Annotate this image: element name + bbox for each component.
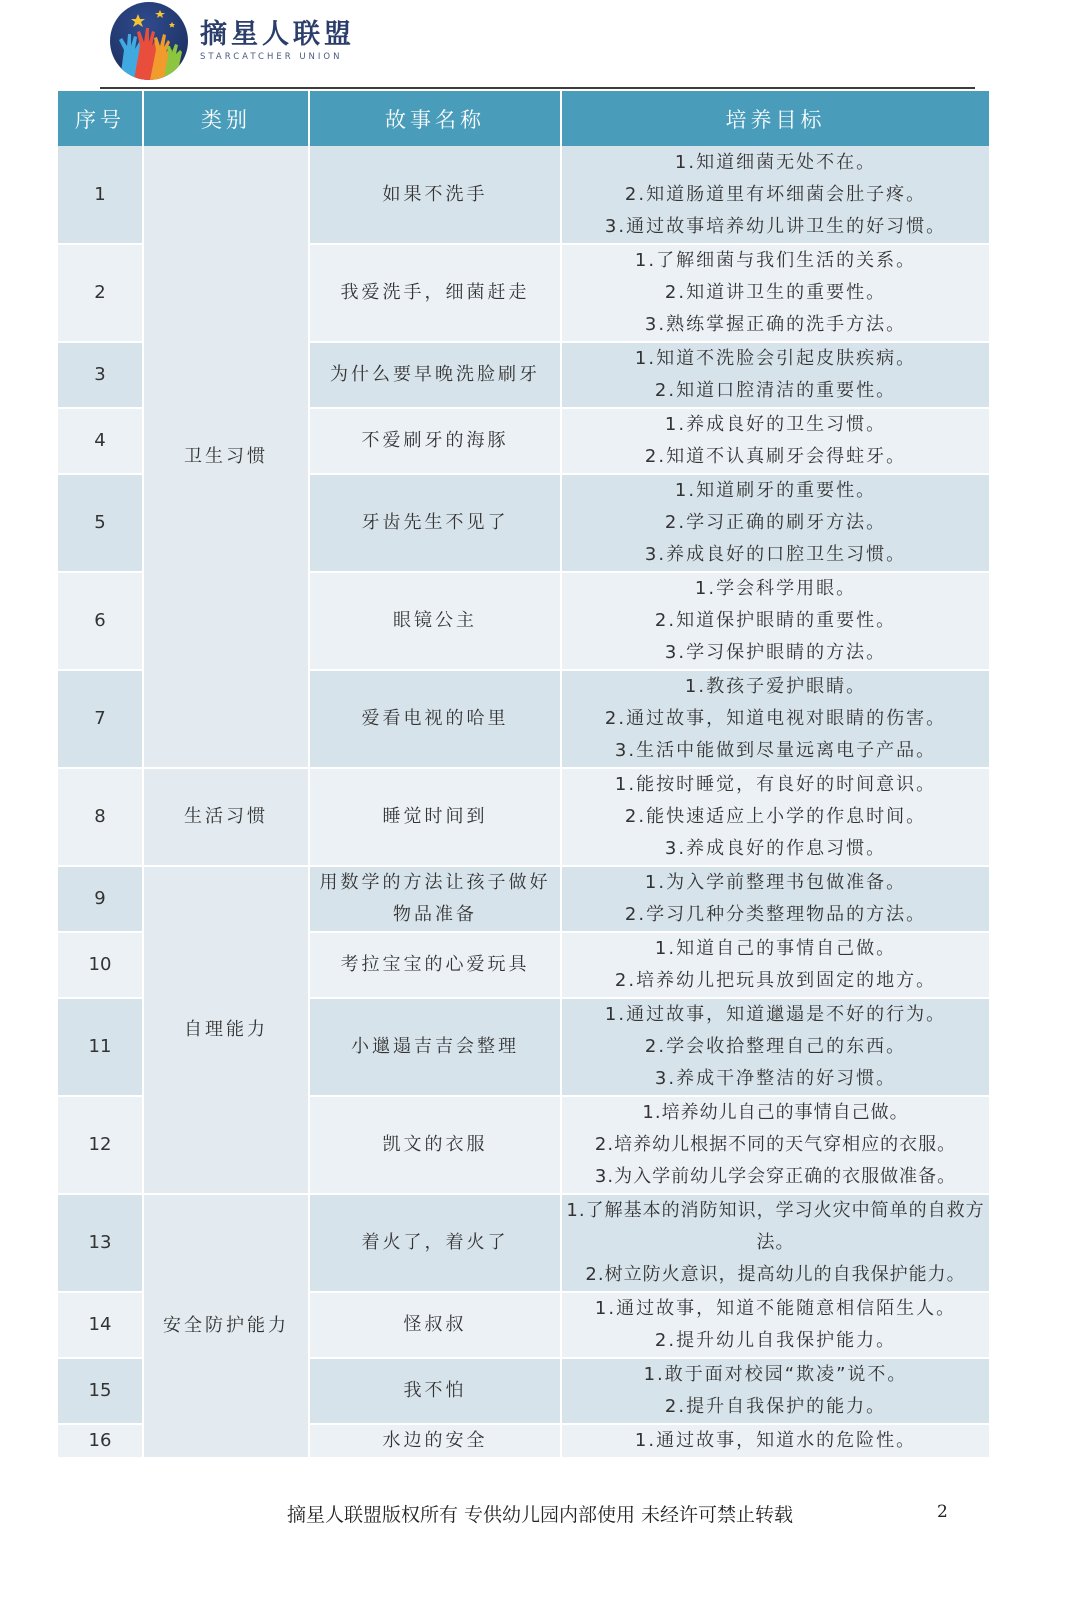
row-number: 13	[58, 1194, 143, 1292]
goal-line: 1.知道不洗脸会引起皮肤疾病。	[634, 348, 917, 369]
goals-cell	[561, 474, 989, 572]
row-number: 6	[58, 572, 143, 670]
goal-line: 3.通过故事培养幼儿讲卫生的好习惯。	[604, 215, 947, 237]
goals-cell	[561, 408, 989, 474]
goal-line: 3.养成良好的作息习惯。	[664, 838, 887, 859]
goal-line: 3.生活中能做到尽量远离电子产品。	[614, 740, 937, 761]
goal-line: 1.为入学前整理书包做准备。	[644, 872, 907, 893]
table-row	[58, 866, 989, 932]
goal-line: 1.通过故事，知道不能随意相信陌生人。	[594, 1298, 957, 1319]
row-number: 1	[58, 146, 143, 244]
table-row	[58, 1194, 989, 1292]
goals-cell	[561, 932, 989, 998]
row-number: 4	[58, 408, 143, 474]
goal-line: 2.树立防火意识，提高幼儿的自我保护能力。	[585, 1264, 966, 1285]
goal-line: 2.培养幼儿把玩具放到固定的地方。	[614, 970, 937, 991]
copyright-footer: 摘星人联盟版权所有 专供幼儿园内部使用 未经许可禁止转载	[286, 1504, 794, 1526]
goal-line: 2.知道口腔清洁的重要性。	[654, 380, 897, 401]
row-number: 15	[58, 1358, 143, 1424]
row-number: 7	[58, 670, 143, 768]
row-number: 10	[58, 932, 143, 998]
goal-line: 2.提升幼儿自我保护能力。	[654, 1330, 897, 1351]
brand-name-en: STARCATCHER UNION	[200, 52, 343, 62]
goal-line: 1.培养幼儿自己的事情自己做。	[642, 1102, 909, 1123]
story-name: 着火了，着火了	[309, 1194, 561, 1292]
story-name: 小邋遢吉吉会整理	[309, 998, 561, 1096]
goal-line: 3.为入学前幼儿学会穿正确的衣服做准备。	[594, 1166, 957, 1187]
row-number: 16	[58, 1424, 143, 1458]
goal-line: 2.知道不认真刷牙会得蛀牙。	[644, 446, 907, 467]
goal-line: 1.通过故事，知道水的危险性。	[634, 1430, 917, 1451]
goals-cell	[561, 342, 989, 408]
goal-line: 1.教孩子爱护眼睛。	[684, 676, 867, 697]
category-cell: 自理能力	[143, 866, 309, 1194]
goal-line: 2.知道肠道里有坏细菌会肚子疼。	[624, 183, 927, 205]
goal-line: 2.知道讲卫生的重要性。	[664, 282, 887, 303]
story-name: 睡觉时间到	[309, 768, 561, 866]
header-goals: 培养目标	[561, 91, 989, 146]
row-number: 8	[58, 768, 143, 866]
row-number: 14	[58, 1292, 143, 1358]
goals-cell	[561, 146, 989, 244]
story-name: 水边的安全	[309, 1424, 561, 1458]
page-number: 2	[937, 1502, 948, 1522]
row-number: 9	[58, 866, 143, 932]
story-table	[58, 91, 989, 1459]
category-cell: 生活习惯	[143, 768, 309, 866]
goal-line: 1.能按时睡觉，有良好的时间意识。	[614, 774, 937, 795]
header-number: 序号	[58, 91, 143, 146]
goal-line: 1.知道刷牙的重要性。	[674, 480, 877, 501]
table-row	[58, 768, 989, 866]
story-name: 我不怕	[309, 1358, 561, 1424]
brand-name-cn: 摘星人联盟	[200, 19, 355, 50]
row-number: 3	[58, 342, 143, 408]
story-name: 我爱洗手，细菌赶走	[309, 244, 561, 342]
header-category: 类别	[143, 91, 309, 146]
story-name: 不爱刷牙的海豚	[309, 408, 561, 474]
goal-line: 2.知道保护眼睛的重要性。	[654, 610, 897, 631]
goal-line: 2.通过故事，知道电视对眼睛的伤害。	[604, 708, 947, 729]
goals-cell	[561, 244, 989, 342]
row-number: 11	[58, 998, 143, 1096]
goals-cell	[561, 1424, 989, 1458]
goals-cell	[561, 1292, 989, 1358]
row-number: 12	[58, 1096, 143, 1194]
starcatcher-hands-logo-icon	[110, 2, 188, 80]
category-cell: 安全防护能力	[143, 1194, 309, 1458]
goal-line: 3.熟练掌握正确的洗手方法。	[644, 314, 907, 335]
goal-line: 1.养成良好的卫生习惯。	[664, 414, 887, 435]
goal-line: 2.培养幼儿根据不同的天气穿相应的衣服。	[594, 1134, 957, 1155]
goal-line: 1.了解基本的消防知识，学习火灾中简单的自救方法。	[566, 1200, 985, 1253]
row-number: 5	[58, 474, 143, 572]
goal-line: 2.学习几种分类整理物品的方法。	[624, 904, 927, 925]
story-name: 怪叔叔	[309, 1292, 561, 1358]
brand-logo	[110, 0, 355, 82]
category-cell: 卫生习惯	[143, 146, 309, 768]
goals-cell	[561, 670, 989, 768]
story-name: 用数学的方法让孩子做好物品准备	[309, 866, 561, 932]
goals-cell	[561, 1096, 989, 1194]
header-divider	[100, 87, 975, 89]
goal-line: 1.了解细菌与我们生活的关系。	[634, 250, 917, 271]
row-number: 2	[58, 244, 143, 342]
table-header-row	[58, 91, 989, 146]
goal-line: 1.敢于面对校园“欺凌”说不。	[643, 1364, 908, 1385]
goal-line: 3.养成良好的口腔卫生习惯。	[644, 544, 907, 565]
goal-line: 3.学习保护眼睛的方法。	[664, 642, 887, 663]
header-story-name: 故事名称	[309, 91, 561, 146]
story-name: 凯文的衣服	[309, 1096, 561, 1194]
goal-line: 1.学会科学用眼。	[694, 578, 857, 599]
goals-cell	[561, 866, 989, 932]
goals-cell	[561, 1194, 989, 1292]
goal-line: 2.学会收拾整理自己的东西。	[644, 1036, 907, 1057]
story-name: 眼镜公主	[309, 572, 561, 670]
goals-cell	[561, 572, 989, 670]
goal-line: 2.能快速适应上小学的作息时间。	[624, 806, 927, 827]
goal-line: 1.知道自己的事情自己做。	[654, 938, 897, 959]
story-name: 爱看电视的哈里	[309, 670, 561, 768]
goal-line: 1.知道细菌无处不在。	[674, 151, 877, 173]
goals-cell	[561, 998, 989, 1096]
goal-line: 3.养成干净整洁的好习惯。	[654, 1068, 897, 1089]
table-row	[58, 146, 989, 244]
goal-line: 2.提升自我保护的能力。	[664, 1396, 887, 1417]
goal-line: 2.学习正确的刷牙方法。	[664, 512, 887, 533]
goals-cell	[561, 1358, 989, 1424]
goal-line: 1.通过故事，知道邋遢是不好的行为。	[604, 1004, 947, 1025]
story-name: 考拉宝宝的心爱玩具	[309, 932, 561, 998]
story-name: 牙齿先生不见了	[309, 474, 561, 572]
story-name: 为什么要早晚洗脸刷牙	[309, 342, 561, 408]
story-name: 如果不洗手	[309, 146, 561, 244]
goals-cell	[561, 768, 989, 866]
